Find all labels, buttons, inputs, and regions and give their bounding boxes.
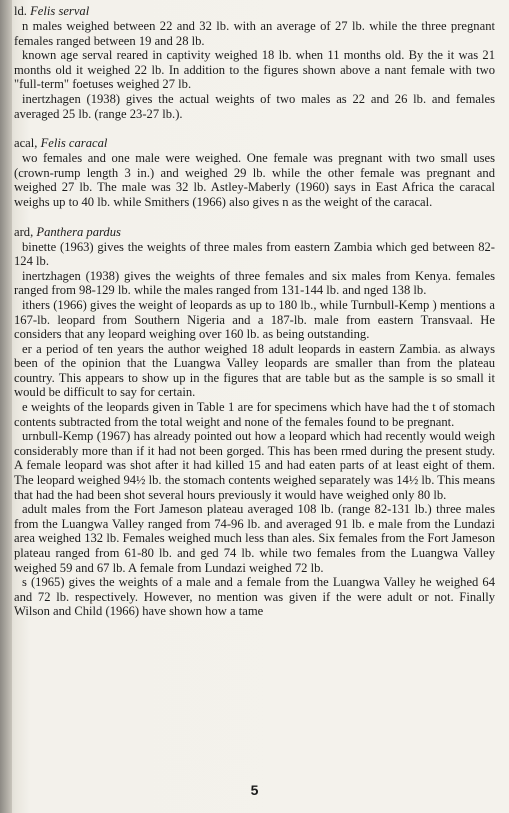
book-gutter-shadow	[0, 0, 12, 813]
paragraph: inertzhagen (1938) gives the actual weights of two males as 22 and 26 lb. and females averaged 25 lb. (range 23-27 lb.).	[14, 91, 495, 121]
page-body	[14, 4, 495, 619]
paragraph: n males weighed between 22 and 32 lb. with an average of 27 lb. while the three pregnant females ranged between 19 and 28 lb.	[14, 19, 495, 48]
paragraph: inertzhagen (1938) gives the weights of three females and six males from Kenya. females ranged from 98-129 lb. while the males ranged from 131-144 lb. and nged 138 lb.	[14, 268, 495, 298]
section-serval	[14, 4, 495, 121]
paragraph: urnbull-Kemp (1967) has already pointed out how a leopard which had recently would weigh considerably more than if it had not been gorged. This has been rmed during the present study. A female leopard was shot after it had killed 15 and had eaten parts of at least eight of them. The leopard weighed 94½ lb. the stomach contents weighed separately was 14½ lb. This means that had the had been shot several hours previously it would have weighed only 80 lb.	[14, 429, 496, 502]
paragraph: known age serval reared in captivity weighed 18 lb. when 11 months old. By the it was 21 months old it weighed 22 lb. In addition to the figures shown above a nant female with two "full-term" foetuses weighed 27 lb.	[14, 48, 495, 92]
section-heading-caracal: acal, Felis caracal	[14, 136, 108, 151]
paragraph: binette (1963) gives the weights of three males from eastern Zambia which ged between 82-124 lb.	[14, 239, 495, 269]
paragraph: ithers (1966) gives the weight of leopards as up to 180 lb., while Turnbull-Kemp ) mentions a 167-lb. leopard from Southern Nigeria and a 187-lb. male from eastern Transvaal. He considers that any leopard weighing over 160 lb. as being outstanding.	[14, 297, 495, 342]
paragraph: s (1965) gives the weights of a male and a female from the Luangwa Valley he weighed 64 and 72 lb. respectively. However, no mention was given if the were adult or not. Finally Wilson and Child (1966) have shown how a tame	[14, 575, 495, 619]
species-name: Felis serval	[30, 4, 90, 18]
section-heading-leopard: ard, Panthera pardus	[14, 224, 121, 239]
page-number: 5	[250, 782, 259, 798]
species-name: Felis caracal	[40, 136, 108, 151]
paragraph: wo females and one male were weighed. One female was pregnant with two small uses (crown-rump length 3 in.) and weighed 29 lb. while the other female was pregnant and weighed 27 lb. The male was 32 lb. Astley-Maberly (1960) says in East Africa the caracal weighs up to 40 lb. while Smithers (1966) also gives n as the weight of the caracal.	[14, 151, 495, 209]
section-heading-serval: ld. Felis serval	[14, 4, 90, 18]
species-name: Panthera pardus	[36, 224, 121, 239]
paragraph: er a period of ten years the author weighed 18 adult leopards in eastern Zambia. as always been of the opinion that the Luangwa Valley leopards are smaller than from the plateau country. This appears to show up in the figures that are table but as the sample is so small it would be difficult to say for certain.	[14, 341, 495, 400]
paragraph: e weights of the leopards given in Table 1 are for specimens which have had the t of stomach contents subtracted from the total weight and none of the females found to be pregnant.	[14, 400, 495, 429]
section-leopard	[14, 225, 495, 619]
paragraph: adult males from the Fort Jameson plateau averaged 108 lb. (range 82-131 lb.) three males from the Luangwa Valley ranged from 74-96 lb. and averaged 91 lb. e male from the Lundazi area weighed 132 lb. Females weighed much less than ales. Six females from the Fort Jameson plateau ranged from 61-80 lb. and ged 74 lb. while two females from the Luangwa Valley weighed 59 and 67 lb. A female from Lundazi weighed 72 lb.	[14, 502, 495, 575]
section-caracal	[14, 136, 495, 209]
